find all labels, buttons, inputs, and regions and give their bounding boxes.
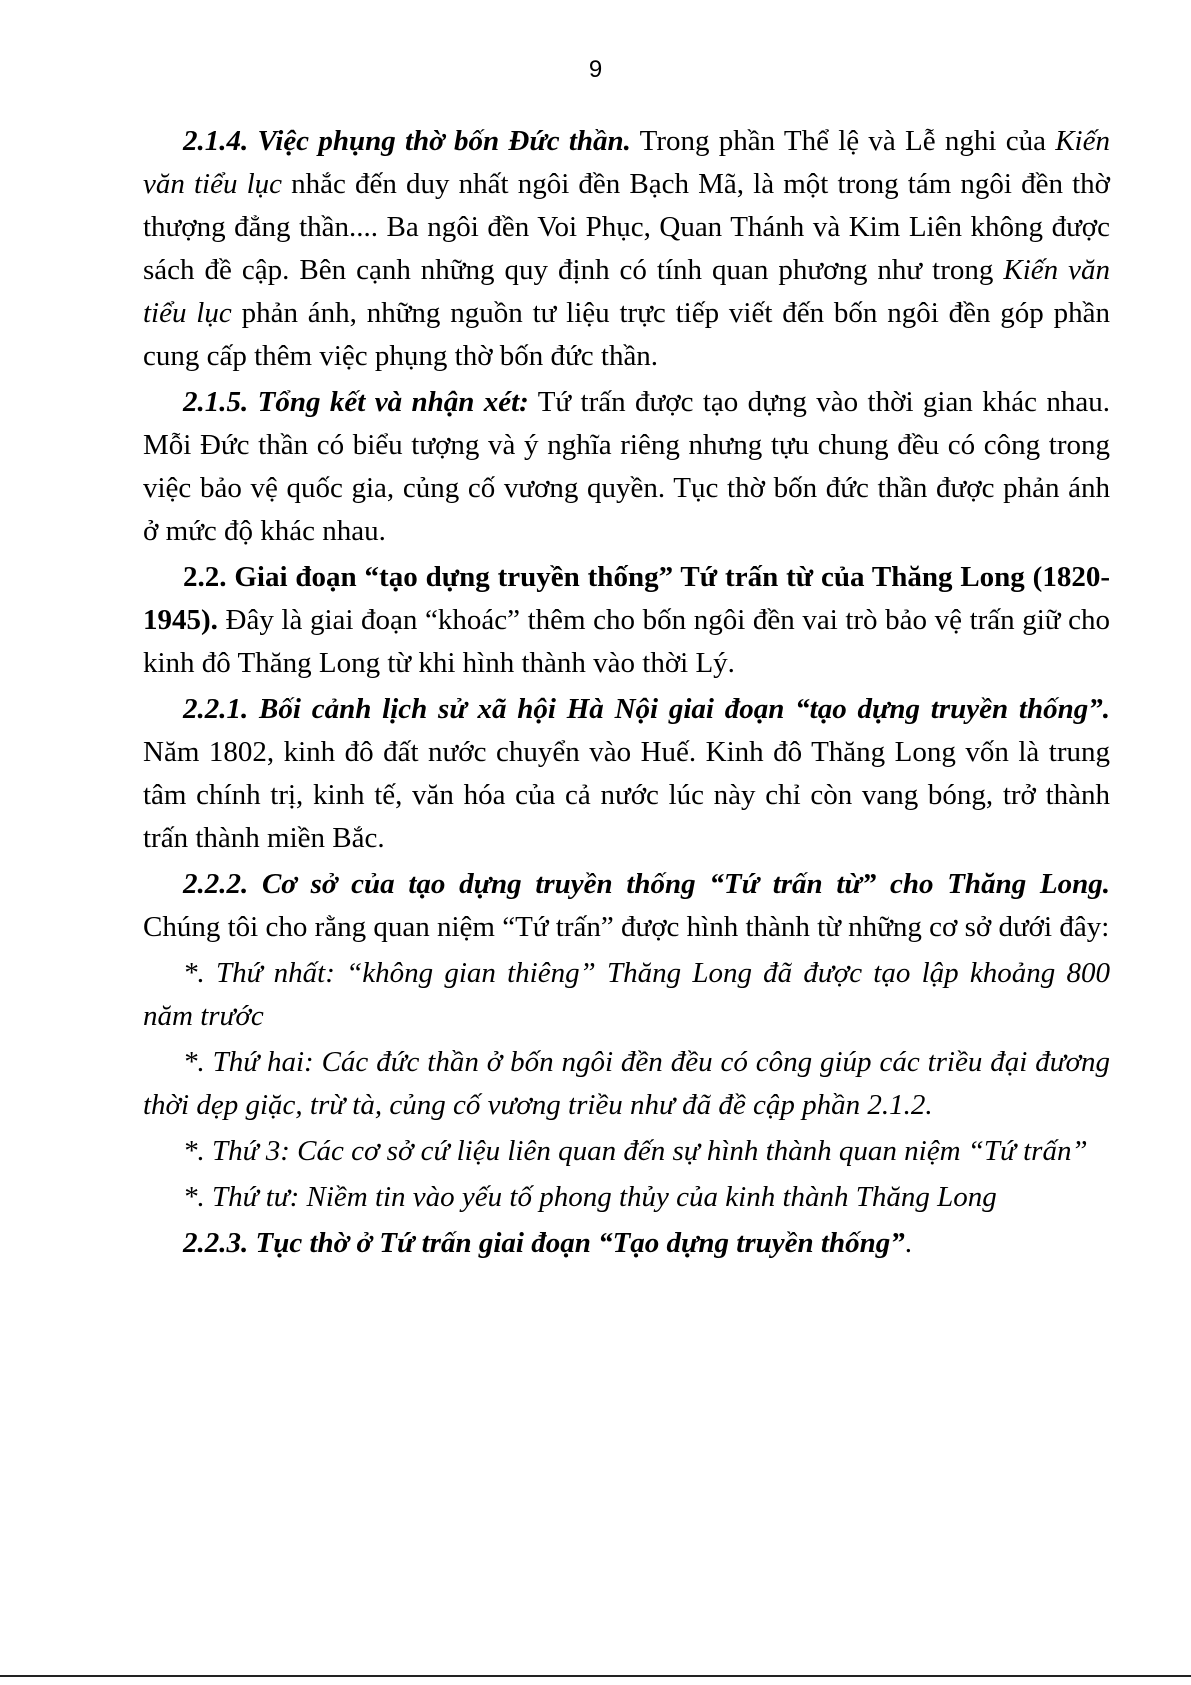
- text-run: nhắc đến duy nhất ngôi đền Bạch Mã, là một trong tám ngôi đền thờ thượng đẳng thần.... Ba ngôi đền Voi Phục, Quan Thánh và Kim Liên không được sách đề cập. Bên cạnh những quy định có tính quan phương như trong: [143, 168, 1110, 286]
- text-run: *. Thứ hai: Các đức thần ở bốn ngôi đền đều có công giúp các triều đại đương thời dẹp giặc, trừ tà, củng cố vương triều như đã đề cập phần 2.1.2.: [143, 1046, 1110, 1121]
- heading-2-2-3: 2.2.3. Tục thờ ở Tứ trấn giai đoạn “Tạo dựng truyền thống”: [183, 1227, 905, 1259]
- text-run: Đây là giai đoạn “khoác” thêm cho bốn ngôi đền vai trò bảo vệ trấn giữ cho kinh đô Thăng Long từ khi hình thành vào thời Lý.: [143, 604, 1110, 679]
- heading-2-1-5: 2.1.5. Tổng kết và nhận xét:: [183, 386, 529, 418]
- paragraph-2-1-5: [143, 381, 1110, 553]
- text-run: *. Thứ 3: Các cơ sở cứ liệu liên quan đến sự hình thành quan niệm “Tứ trấn”: [183, 1135, 1088, 1167]
- book-title: Kiến văn tiểu lục: [143, 254, 1110, 329]
- text-run: Trong phần Thể lệ và Lễ nghi của: [630, 125, 1056, 157]
- list-item-thu-nhat: [143, 952, 1110, 1038]
- text-run: .: [904, 1227, 912, 1259]
- text-run: Tứ trấn được tạo dựng vào thời gian khác nhau. Mỗi Đức thần có biểu tượng và ý nghĩa riêng nhưng tựu chung đều có công trong việc bảo vệ quốc gia, củng cố vương quyền. Tục thờ bốn đức thần được phản ánh ở mức độ khác nhau.: [143, 386, 1110, 547]
- paragraph-2-1-4: [143, 120, 1110, 378]
- list-item-thu-hai: [143, 1041, 1110, 1127]
- book-title: Kiến văn tiểu lục: [143, 125, 1110, 200]
- paragraph-2-2: [143, 556, 1110, 685]
- text-run: phản ánh, những nguồn tư liệu trực tiếp viết đến bốn ngôi đền góp phần cung cấp thêm việc phụng thờ bốn đức thần.: [143, 297, 1111, 372]
- heading-2-2-2: 2.2.2. Cơ sở của tạo dựng truyền thống “Tứ trấn từ” cho Thăng Long.: [183, 868, 1110, 900]
- heading-2-2-1: 2.2.1. Bối cảnh lịch sử xã hội Hà Nội giai đoạn “tạo dựng truyền thống”.: [183, 693, 1110, 725]
- document-body: [143, 120, 1110, 1268]
- bottom-rule: [0, 1675, 1191, 1677]
- text-run: Năm 1802, kinh đô đất nước chuyển vào Huế. Kinh đô Thăng Long vốn là trung tâm chính trị, kinh tế, văn hóa của cả nước lúc này chỉ còn vang bóng, trở thành trấn thành miền Bắc.: [143, 736, 1110, 854]
- text-run: Chúng tôi cho rằng quan niệm “Tứ trấn” được hình thành từ những cơ sở dưới đây:: [143, 911, 1110, 943]
- paragraph-2-2-1: [143, 688, 1110, 860]
- list-item-thu-tu: [143, 1176, 1110, 1219]
- list-item-thu-3: [143, 1130, 1110, 1173]
- heading-2-1-4: 2.1.4. Việc phụng thờ bốn Đức thần.: [183, 125, 631, 157]
- text-run: *. Thứ tư: Niềm tin vào yếu tố phong thủy của kinh thành Thăng Long: [183, 1181, 997, 1213]
- paragraph-2-2-3: [143, 1222, 1110, 1265]
- paragraph-2-2-2: [143, 863, 1110, 949]
- page-number: 9: [588, 56, 603, 83]
- text-run: *. Thứ nhất: “không gian thiêng” Thăng Long đã được tạo lập khoảng 800 năm trước: [143, 957, 1110, 1032]
- heading-2-2: 2.2. Giai đoạn “tạo dựng truyền thống” Tứ trấn từ của Thăng Long (1820-1945).: [143, 561, 1110, 636]
